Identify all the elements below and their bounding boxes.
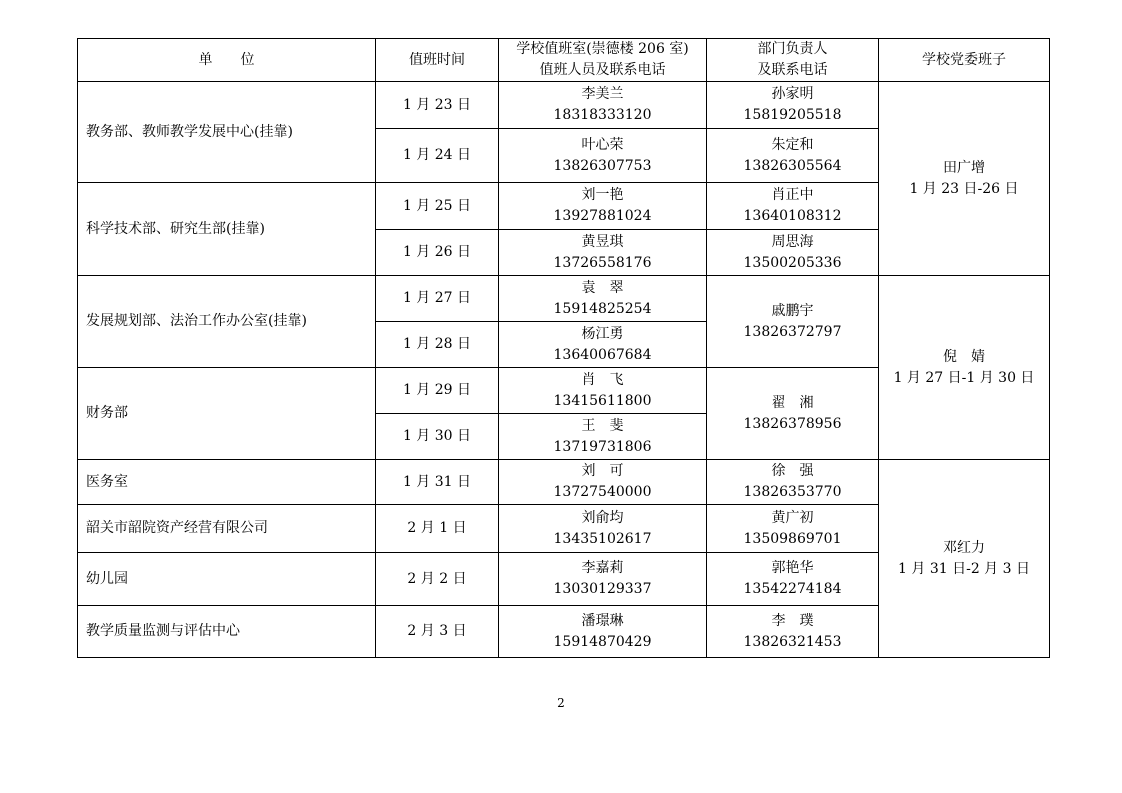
dept-head-cell: 郭艳华 13542274184 xyxy=(707,553,879,606)
date-cell: 1 月 24 日 xyxy=(376,129,499,183)
unit-cell: 幼儿园 xyxy=(78,553,376,606)
date-cell: 1 月 29 日 xyxy=(376,368,499,414)
header-date: 值班时间 xyxy=(376,39,499,82)
dept-head-cell: 朱定和 13826305564 xyxy=(707,129,879,183)
leader-cell: 邓红力 1 月 31 日-2 月 3 日 xyxy=(879,460,1050,658)
dept-head-cell: 肖正中 13640108312 xyxy=(707,183,879,230)
staff-cell: 王 斐 13719731806 xyxy=(499,414,707,460)
dept-head-cell: 周思海 13500205336 xyxy=(707,230,879,276)
date-cell: 1 月 25 日 xyxy=(376,183,499,230)
header-staff: 学校值班室(崇德楼 206 室) 值班人员及联系电话 xyxy=(499,39,707,82)
unit-cell: 医务室 xyxy=(78,460,376,505)
date-cell: 1 月 23 日 xyxy=(376,82,499,129)
unit-cell: 韶关市韶院资产经营有限公司 xyxy=(78,505,376,553)
unit-cell: 财务部 xyxy=(78,368,376,460)
date-cell: 2 月 3 日 xyxy=(376,606,499,658)
date-cell: 1 月 30 日 xyxy=(376,414,499,460)
staff-cell: 袁 翠 15914825254 xyxy=(499,276,707,322)
table-row xyxy=(78,276,1050,322)
unit-cell: 教务部、教师教学发展中心(挂靠) xyxy=(78,82,376,183)
dept-head-cell: 孙家明 15819205518 xyxy=(707,82,879,129)
staff-cell: 叶心荣 13826307753 xyxy=(499,129,707,183)
header-unit: 单 位 xyxy=(78,39,376,82)
header-leader: 学校党委班子 xyxy=(879,39,1050,82)
table-row xyxy=(78,82,1050,129)
duty-schedule-table xyxy=(77,38,1050,658)
header-dept-head: 部门负责人 及联系电话 xyxy=(707,39,879,82)
staff-cell: 刘 可 13727540000 xyxy=(499,460,707,505)
dept-head-cell: 戚鹏宇 13826372797 xyxy=(707,276,879,368)
leader-cell: 倪 婧 1 月 27 日-1 月 30 日 xyxy=(879,276,1050,460)
unit-cell: 教学质量监测与评估中心 xyxy=(78,606,376,658)
unit-cell: 发展规划部、法治工作办公室(挂靠) xyxy=(78,276,376,368)
date-cell: 1 月 26 日 xyxy=(376,230,499,276)
staff-cell: 黄昱琪 13726558176 xyxy=(499,230,707,276)
dept-head-cell: 黄广初 13509869701 xyxy=(707,505,879,553)
page-number: 2 xyxy=(557,696,565,710)
unit-cell: 科学技术部、研究生部(挂靠) xyxy=(78,183,376,276)
date-cell: 1 月 31 日 xyxy=(376,460,499,505)
staff-cell: 潘璟琳 15914870429 xyxy=(499,606,707,658)
staff-cell: 刘一艳 13927881024 xyxy=(499,183,707,230)
table-header-row xyxy=(78,39,1050,82)
date-cell: 1 月 28 日 xyxy=(376,322,499,368)
dept-head-cell: 徐 强 13826353770 xyxy=(707,460,879,505)
leader-cell: 田广增 1 月 23 日-26 日 xyxy=(879,82,1050,276)
staff-cell: 肖 飞 13415611800 xyxy=(499,368,707,414)
table-row xyxy=(78,460,1050,505)
staff-cell: 刘俞均 13435102617 xyxy=(499,505,707,553)
dept-head-cell: 李 璞 13826321453 xyxy=(707,606,879,658)
staff-cell: 李美兰 18318333120 xyxy=(499,82,707,129)
staff-cell: 杨江勇 13640067684 xyxy=(499,322,707,368)
date-cell: 2 月 1 日 xyxy=(376,505,499,553)
date-cell: 1 月 27 日 xyxy=(376,276,499,322)
staff-cell: 李嘉莉 13030129337 xyxy=(499,553,707,606)
dept-head-cell: 翟 湘 13826378956 xyxy=(707,368,879,460)
date-cell: 2 月 2 日 xyxy=(376,553,499,606)
